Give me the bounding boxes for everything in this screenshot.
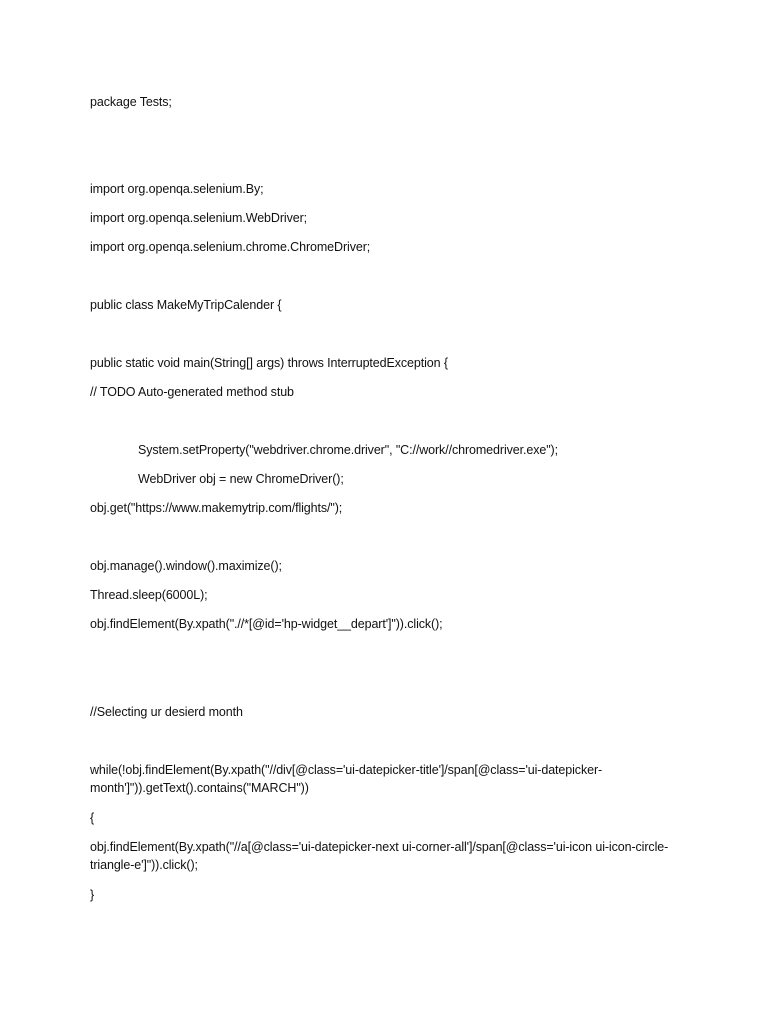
code-line-click-next: obj.findElement(By.xpath("//a[@class='ui-datepicker-next ui-corner-all']/span[@class='ui-icon ui-icon-circle-triangle-e']")).click(); [90,840,669,872]
code-line-month-comment: //Selecting ur desierd month [90,705,243,719]
code-line-while-loop: while(!obj.findElement(By.xpath("//div[@class='ui-datepicker-title']/span[@class='ui-datepicker-month']")).getText().contains("MARCH")) [90,763,603,795]
code-line-obj-get: obj.get("https://www.makemytrip.com/flights/"); [90,501,343,515]
code-line-open-brace: { [90,811,95,825]
code-line-import-by: import org.openqa.selenium.By; [90,182,264,196]
code-line-import-chromedriver: import org.openqa.selenium.chrome.ChromeDriver; [90,240,371,254]
code-line-webdriver-obj: WebDriver obj = new ChromeDriver(); [138,472,344,486]
code-line-import-webdriver: import org.openqa.selenium.WebDriver; [90,211,308,225]
code-line-package: package Tests; [90,95,172,109]
code-line-thread-sleep: Thread.sleep(6000L); [90,588,208,602]
code-line-main-method: public static void main(String[] args) throws InterruptedException { [90,356,448,370]
code-line-maximize: obj.manage().window().maximize(); [90,559,282,573]
code-line-set-property: System.setProperty("webdriver.chrome.driver", "C://work//chromedriver.exe"); [138,443,558,457]
code-line-click-depart: obj.findElement(By.xpath(".//*[@id='hp-widget__depart']")).click(); [90,617,443,631]
code-line-class-declaration: public class MakeMyTripCalender { [90,298,282,312]
code-line-close-brace: } [90,888,95,902]
code-line-todo-comment: // TODO Auto-generated method stub [90,385,294,399]
